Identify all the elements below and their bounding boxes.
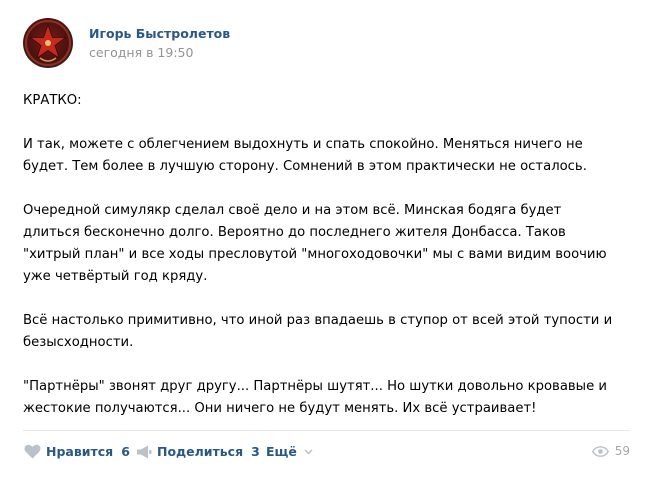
views-count: 59 — [614, 444, 630, 458]
author-name[interactable]: Игорь Быстролетов — [89, 26, 231, 41]
post-text — [23, 90, 638, 420]
text-line: безысходности. — [23, 335, 134, 350]
text-line: КРАТКО: — [23, 93, 82, 108]
like-count: 6 — [121, 444, 130, 459]
text-line: жестокие получаются... Они ничего не будут менять. Их всё устраивает! — [23, 401, 537, 416]
share-label: Поделиться — [157, 444, 244, 459]
more-button[interactable] — [266, 444, 313, 459]
text-line: Всё настолько примитивно, что иной раз впадаешь в ступор от всей этой тупости и — [23, 313, 613, 328]
text-line: И так, можете с облегчением выдохнуть и спать спокойно. Меняться ничего не — [23, 137, 583, 152]
footer-divider — [23, 430, 630, 431]
post-actions — [23, 438, 630, 466]
share-button[interactable] — [136, 444, 260, 459]
red-star-emblem-icon — [23, 18, 73, 68]
paragraph — [23, 310, 638, 354]
share-count: 3 — [251, 444, 260, 459]
paragraph — [23, 200, 638, 288]
avatar[interactable] — [23, 18, 73, 68]
like-button[interactable] — [24, 444, 130, 459]
eye-icon — [592, 446, 609, 457]
paragraph — [23, 134, 638, 178]
text-line: уже четвёртый год кряду. — [23, 269, 208, 284]
text-line: длиться бесконечно долго. Вероятно до последнего жителя Донбасса. Таков — [23, 225, 566, 240]
like-label: Нравится — [46, 444, 114, 459]
text-line: "хитрый план" и все ходы пресловутой "многоходовочки" мы с вами видим воочию — [23, 247, 607, 262]
views-counter — [592, 444, 630, 458]
paragraph-heading — [23, 90, 638, 112]
more-label: Ещё — [266, 444, 297, 459]
text-line: Очередной симулякр сделал своё дело и на этом всё. Минская бодяга будет — [23, 203, 562, 218]
megaphone-icon — [136, 445, 152, 459]
chevron-down-icon — [304, 449, 313, 455]
post-timestamp[interactable]: сегодня в 19:50 — [89, 45, 194, 60]
paragraph — [23, 376, 638, 420]
text-line: "Партнёры" звонят друг другу... Партнёры шутят... Но шутки довольно кровавые и — [23, 379, 607, 394]
heart-icon — [24, 444, 41, 459]
text-line: будет. Тем более в лучшую сторону. Сомнений в этом практически не осталось. — [23, 159, 587, 174]
